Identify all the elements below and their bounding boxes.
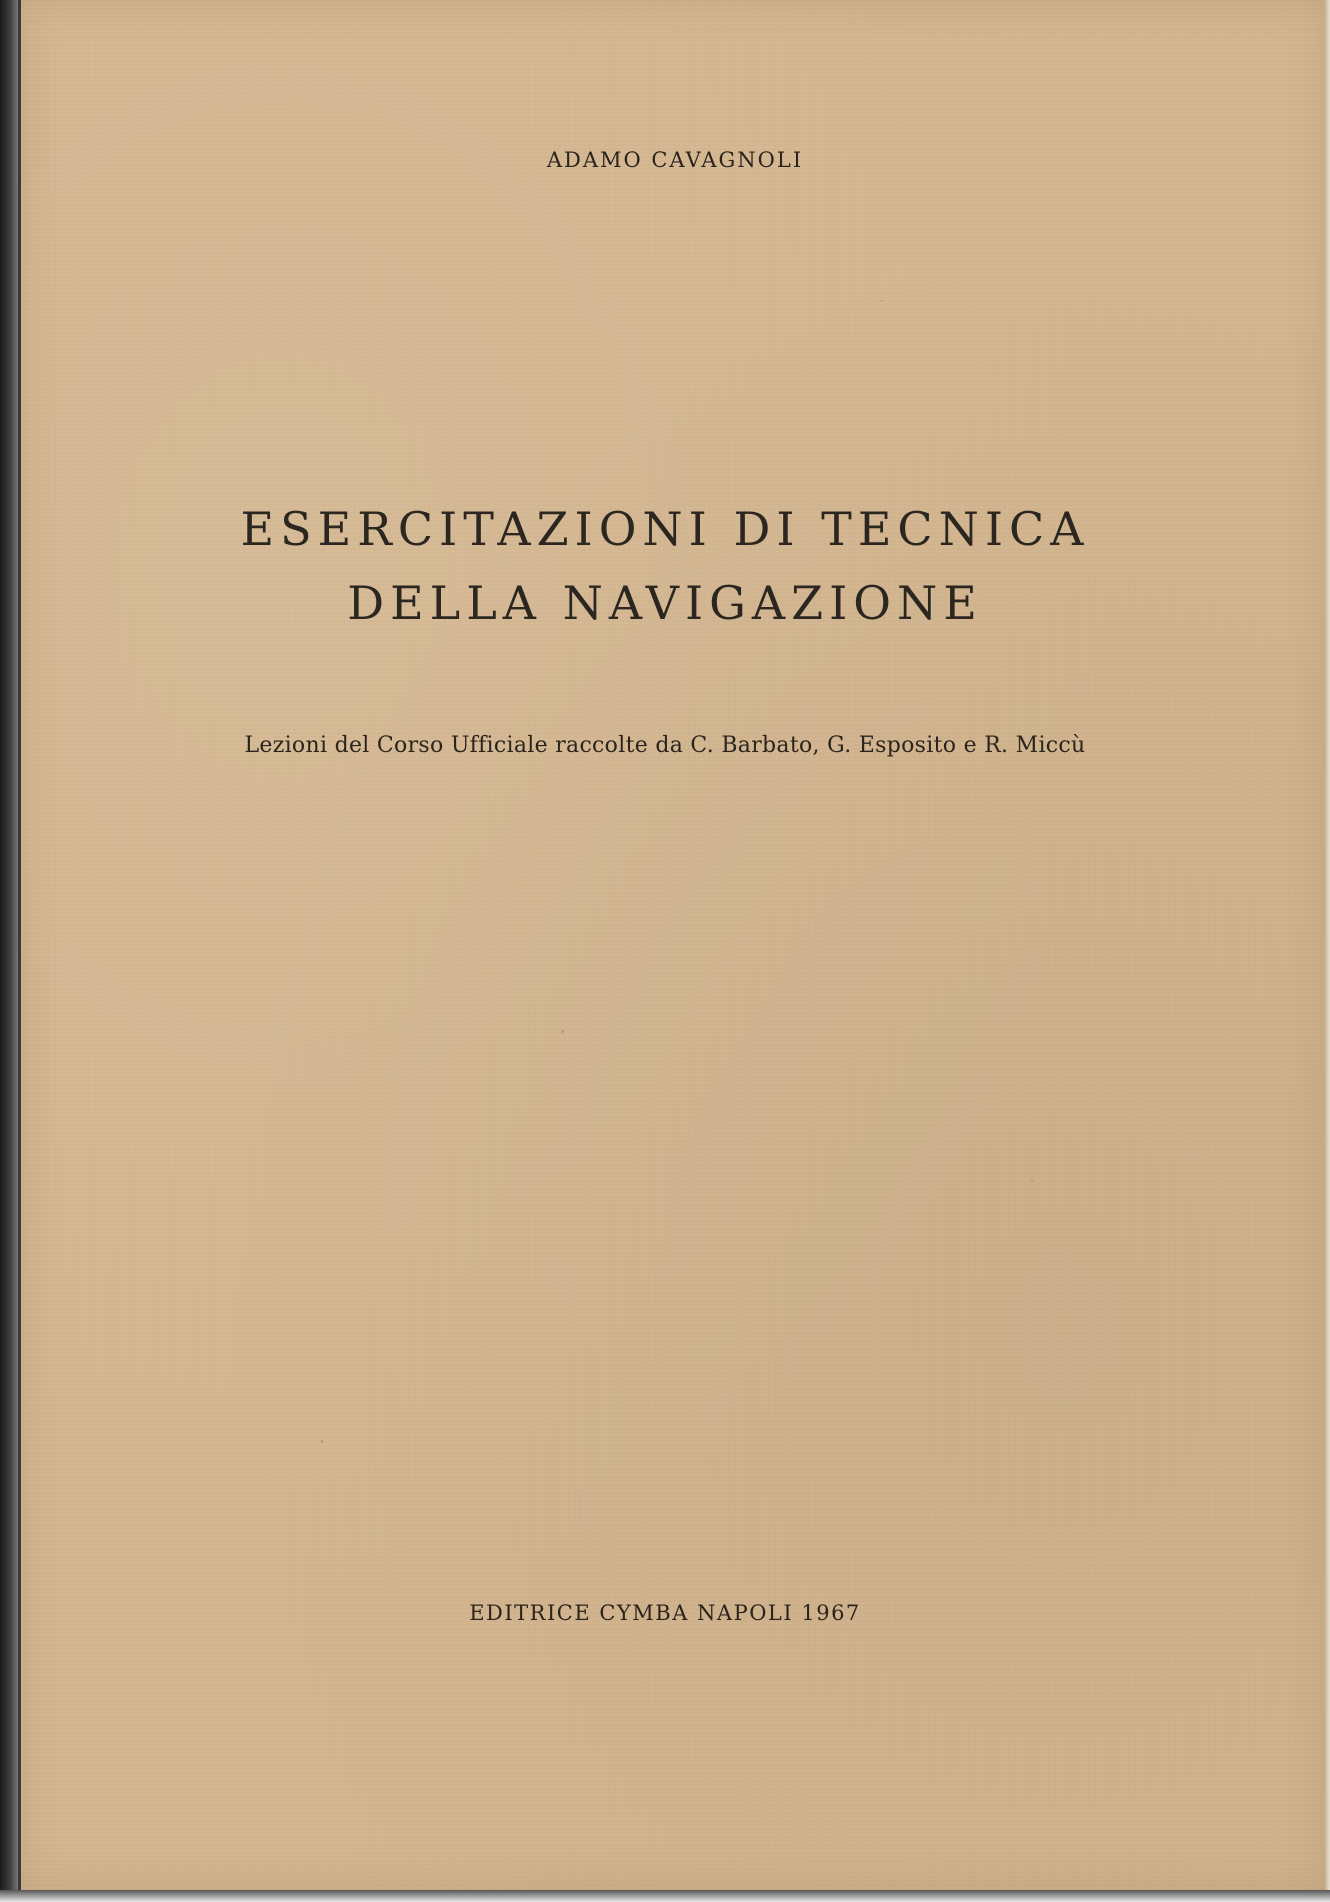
book-title-line-2: DELLA NAVIGAZIONE (347, 576, 983, 630)
book-subtitle: Lezioni del Corso Ufficiale raccolte da C. Barbato, G. Esposito e R. Miccù (244, 733, 1086, 758)
paper-speck (881, 300, 883, 302)
paper-speck (321, 1440, 323, 1443)
scan-bottom-edge (0, 1890, 1330, 1902)
author-name: ADAMO CAVAGNOLI (546, 148, 804, 172)
paper-speck (1031, 1180, 1033, 1182)
publisher-imprint: EDITRICE CYMBA NAPOLI 1967 (469, 1601, 861, 1625)
book-title-line-1: ESERCITAZIONI DI TECNICA (240, 502, 1090, 556)
paper-speck (561, 1030, 564, 1033)
